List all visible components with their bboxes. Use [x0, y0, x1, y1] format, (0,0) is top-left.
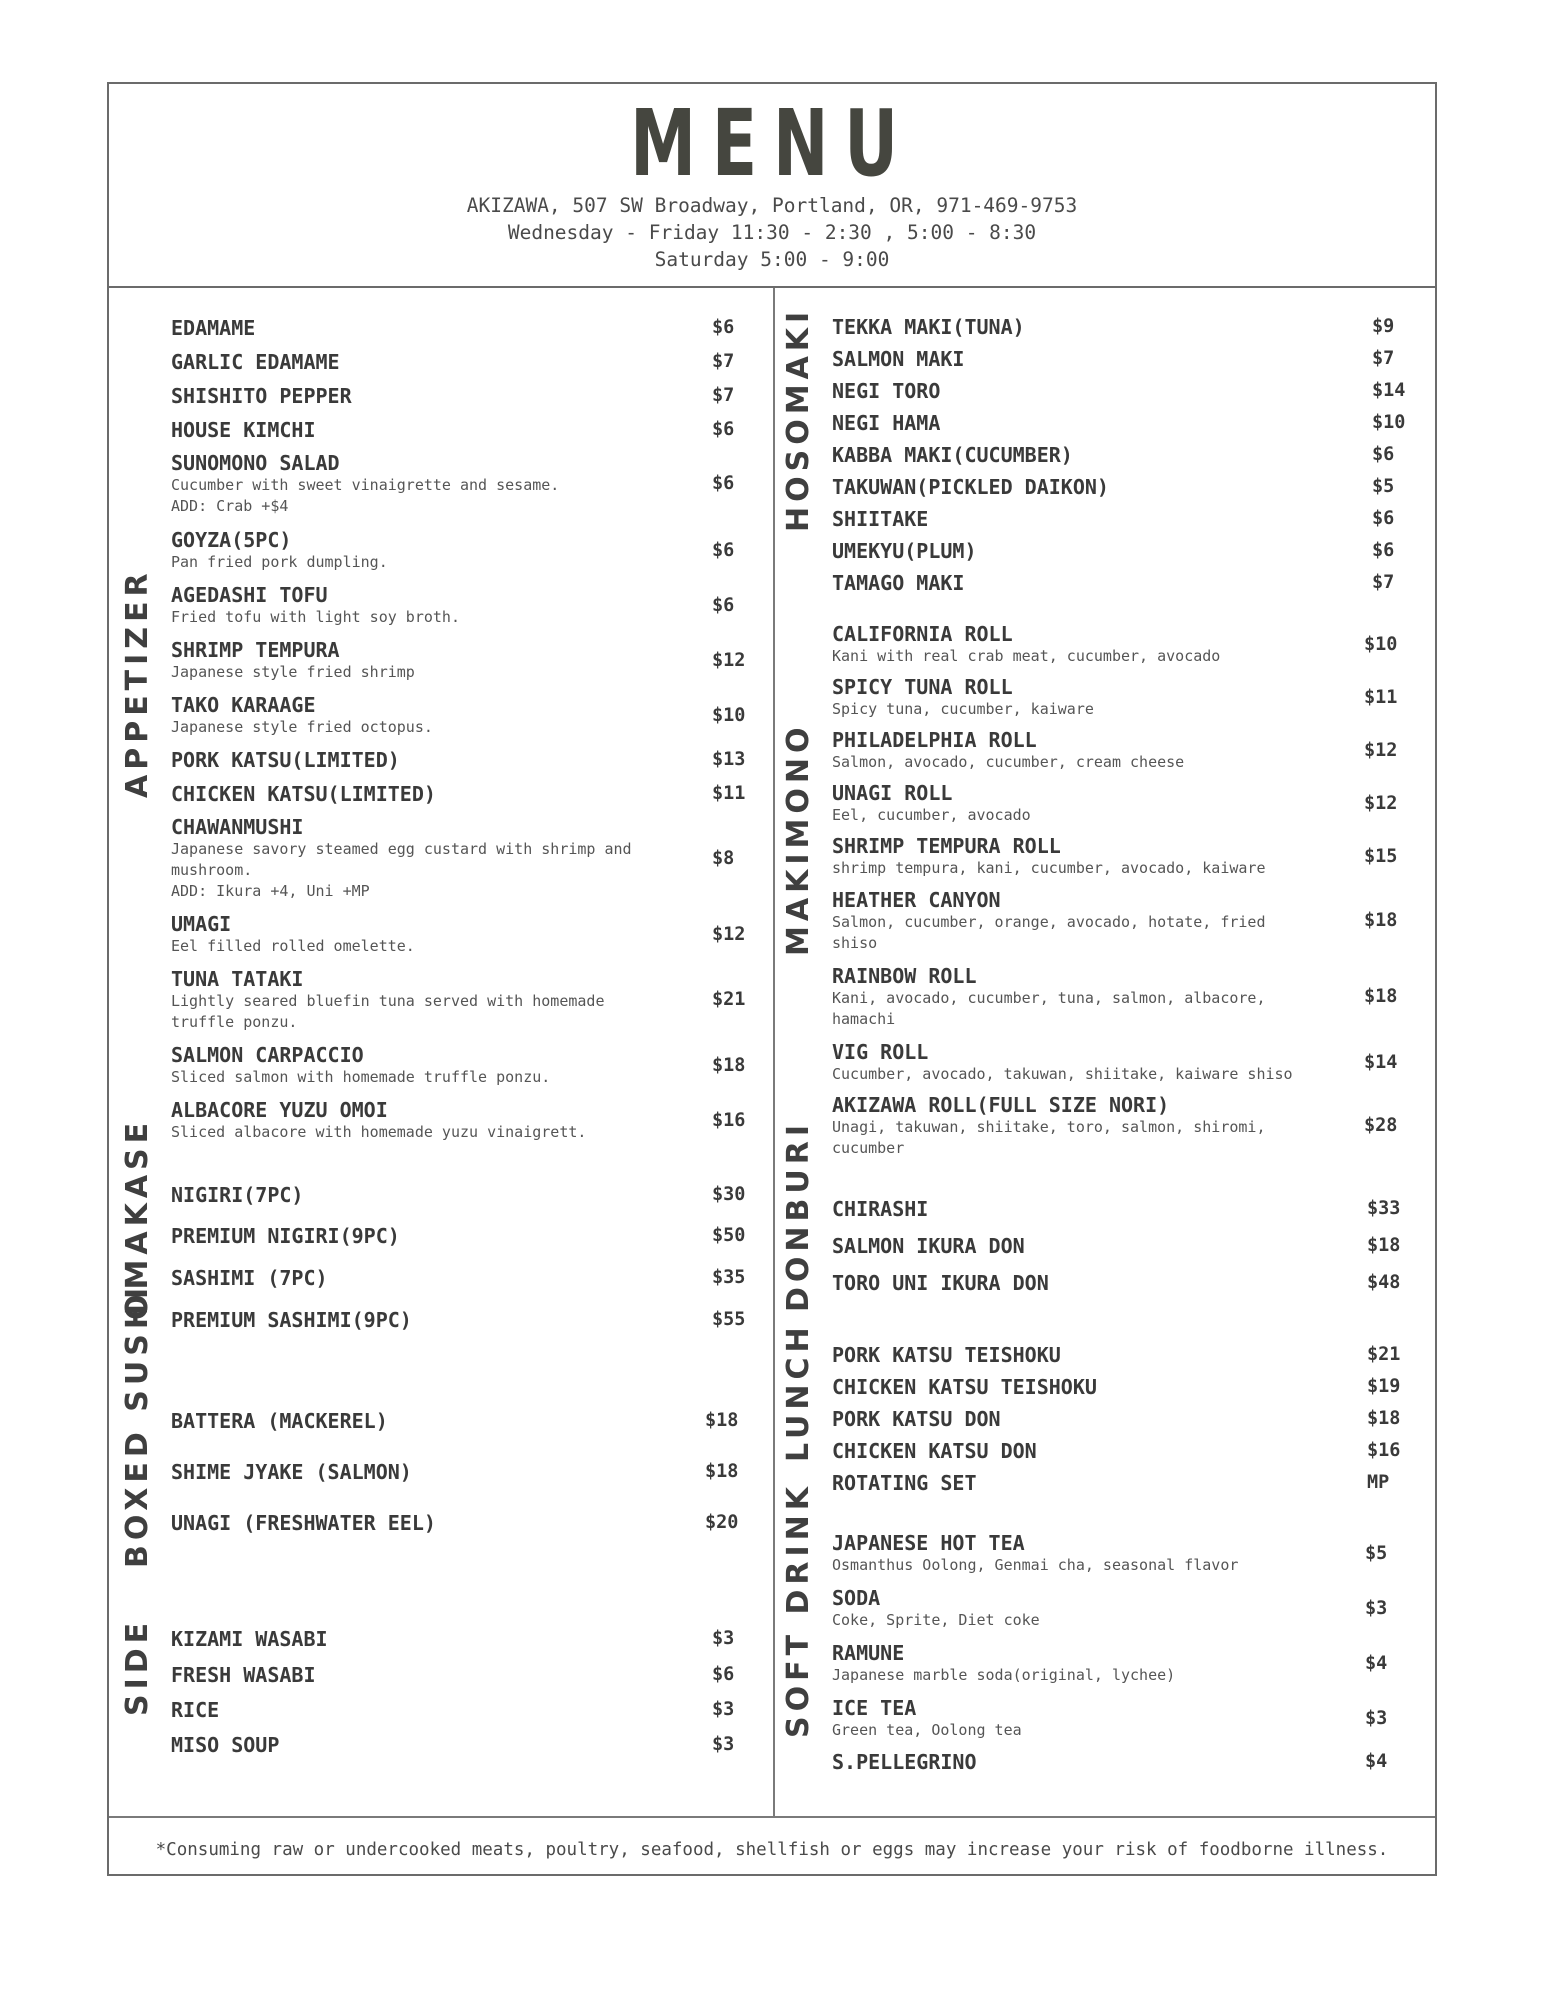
item-name: TUNA TATAKI	[171, 967, 304, 991]
item-name: VIG ROLL	[832, 1040, 929, 1064]
item-price: $12	[1364, 792, 1398, 814]
category-appetizer: APPETIZER	[120, 568, 155, 798]
item-description: Lightly seared bluefin tuna served with homemade truffle ponzu.	[171, 992, 605, 1031]
item-price: $6	[712, 1664, 735, 1685]
footer-divider	[109, 1816, 1435, 1818]
menu-item	[832, 379, 940, 403]
menu-item	[832, 781, 1031, 826]
item-price: $33	[1367, 1198, 1401, 1219]
item-price: $8	[712, 847, 735, 869]
menu-item	[832, 675, 1094, 720]
menu-item	[171, 1733, 279, 1757]
menu-item	[832, 475, 1109, 499]
menu-item	[171, 693, 433, 738]
item-description: Sliced albacore with homemade yuzu vinaigrett.	[171, 1123, 587, 1141]
item-price: $12	[712, 649, 746, 671]
menu-item	[832, 347, 964, 371]
item-name: KIZAMI WASABI	[171, 1627, 328, 1651]
menu-item	[832, 622, 1220, 667]
weekday-hours: Wednesday - Friday 11:30 - 2:30 , 5:00 - 8:30	[507, 221, 1037, 244]
item-description: shrimp tempura, kani, cucumber, avocado, kaiware	[832, 859, 1266, 877]
item-name: SALMON MAKI	[832, 347, 965, 371]
item-name: AKIZAWA ROLL(FULL SIZE NORI)	[832, 1093, 1170, 1117]
item-name: SHISHITO PEPPER	[171, 384, 352, 408]
menu-item	[171, 1460, 412, 1484]
item-name: NEGI TORO	[832, 379, 941, 403]
item-price: $12	[1364, 739, 1398, 761]
item-name: FRESH WASABI	[171, 1663, 316, 1687]
menu-item	[171, 418, 316, 442]
menu-header	[109, 84, 1435, 288]
item-name: RICE	[171, 1698, 220, 1722]
item-price: $18	[712, 1054, 746, 1076]
category-side: SIDE	[120, 1617, 155, 1716]
menu-item	[832, 315, 1025, 339]
menu-item	[171, 583, 460, 628]
item-price: $10	[1372, 412, 1406, 433]
restaurant-address: AKIZAWA, 507 SW Broadway, Portland, OR, 971-469-9753	[466, 194, 1078, 217]
item-price: $30	[712, 1184, 746, 1205]
menu-item	[171, 1409, 388, 1433]
item-name: RAMUNE	[832, 1641, 905, 1665]
item-price: MP	[1367, 1472, 1390, 1493]
item-price: $15	[1364, 845, 1398, 867]
item-price: $13	[712, 749, 746, 770]
item-name: GARLIC EDAMAME	[171, 350, 340, 374]
item-name: UNAGI (FRESHWATER EEL)	[171, 1511, 436, 1535]
item-price: $50	[712, 1225, 746, 1246]
item-price: $6	[712, 473, 735, 494]
category-soft-drink: SOFT DRINK	[781, 1481, 816, 1738]
menu-item	[171, 815, 632, 902]
item-name: HEATHER CANYON	[832, 888, 1001, 912]
item-description: Pan fried pork dumpling.	[171, 553, 388, 571]
category-makimono: MAKIMONO	[781, 722, 816, 956]
menu-item	[171, 912, 415, 957]
menu-item	[171, 1663, 316, 1687]
menu-item	[832, 1271, 1049, 1295]
item-price: $14	[1372, 380, 1406, 401]
item-price: $6	[712, 594, 735, 616]
item-name: SHRIMP TEMPURA	[171, 638, 340, 662]
item-price: $55	[712, 1309, 746, 1330]
menu-title: MENU	[630, 90, 914, 197]
item-name: SPICY TUNA ROLL	[832, 675, 1013, 699]
item-name: SHIME JYAKE (SALMON)	[171, 1460, 412, 1484]
item-price: $7	[712, 385, 735, 406]
item-name: ICE TEA	[832, 1696, 917, 1720]
item-name: TAKO KARAAGE	[171, 693, 316, 717]
item-name: ALBACORE YUZU OMOI	[171, 1098, 388, 1122]
item-price: $18	[1364, 910, 1398, 931]
menu-item	[171, 1511, 436, 1535]
item-name: PHILADELPHIA ROLL	[832, 728, 1037, 752]
menu-item	[832, 1343, 1061, 1367]
menu-item	[832, 728, 1184, 773]
item-price: $11	[712, 783, 746, 804]
item-name: CHICKEN KATSU TEISHOKU	[832, 1375, 1097, 1399]
menu-item	[171, 1698, 219, 1722]
item-description: Japanese style fried octopus.	[171, 718, 433, 736]
menu-item	[171, 384, 352, 408]
item-name: CHIRASHI	[832, 1197, 929, 1221]
item-description: Eel, cucumber, avocado	[832, 806, 1031, 824]
item-name: TORO UNI IKURA DON	[832, 1271, 1049, 1295]
item-description: Kani, avocado, cucumber, tuna, salmon, albacore, hamachi	[832, 989, 1266, 1028]
item-price: $4	[1365, 1751, 1388, 1772]
item-name: PORK KATSU TEISHOKU	[832, 1343, 1061, 1367]
menu-item	[832, 1407, 1001, 1431]
item-description: Japanese savory steamed egg custard with shrimp and mushroom. ADD: Ikura +4, Uni +MP	[171, 840, 632, 900]
item-name: MISO SOUP	[171, 1733, 280, 1757]
item-price: $6	[1372, 508, 1395, 529]
category-omakase: OMAKASE	[120, 1117, 155, 1320]
item-name: SUNOMONO SALAD	[171, 451, 340, 475]
menu-item	[832, 411, 940, 435]
item-name: NEGI HAMA	[832, 411, 941, 435]
item-name: SHRIMP TEMPURA ROLL	[832, 834, 1061, 858]
item-price: $5	[1365, 1542, 1388, 1564]
item-name: SASHIMI (7PC)	[171, 1266, 328, 1290]
item-price: $6	[1372, 540, 1395, 561]
menu-item	[832, 1040, 1293, 1085]
saturday-hours: Saturday 5:00 - 9:00	[654, 248, 890, 271]
menu-item	[832, 1093, 1265, 1159]
item-price: $6	[712, 317, 735, 338]
menu-item	[832, 1197, 928, 1221]
item-price: $6	[1372, 444, 1395, 465]
menu-item	[832, 443, 1073, 467]
item-price: $11	[1364, 686, 1398, 708]
item-price: $18	[1367, 1235, 1401, 1256]
menu-item	[171, 1183, 303, 1207]
menu-item	[171, 350, 340, 374]
item-price: $14	[1364, 1051, 1398, 1073]
item-name: PORK KATSU(LIMITED)	[171, 748, 400, 772]
menu-item	[832, 1375, 1097, 1399]
item-name: PREMIUM NIGIRI(9PC)	[171, 1224, 400, 1248]
item-name: KABBA MAKI(CUCUMBER)	[832, 443, 1073, 467]
item-price: $18	[705, 1410, 739, 1431]
item-price: $20	[705, 1512, 739, 1533]
item-price: $35	[712, 1267, 746, 1288]
item-name: SALMON CARPACCIO	[171, 1043, 364, 1067]
menu-item	[832, 1641, 1175, 1686]
item-description: Unagi, takuwan, shiitake, toro, salmon, shiromi, cucumber	[832, 1118, 1266, 1157]
menu-item	[171, 1308, 412, 1332]
item-price: $6	[712, 539, 735, 561]
item-description: Salmon, avocado, cucumber, cream cheese	[832, 753, 1185, 771]
item-description: Coke, Sprite, Diet coke	[832, 1611, 1040, 1629]
item-price: $4	[1365, 1652, 1388, 1674]
item-name: UMAGI	[171, 912, 232, 936]
item-price: $18	[1367, 1408, 1401, 1429]
item-description: Japanese marble soda(original, lychee)	[832, 1666, 1176, 1684]
item-price: $10	[1364, 633, 1398, 655]
item-price: $3	[1365, 1597, 1388, 1619]
item-name: CHAWANMUSHI	[171, 815, 304, 839]
item-price: $7	[1372, 348, 1395, 369]
menu-item	[171, 316, 255, 340]
item-price: $6	[712, 419, 735, 440]
item-description: Fried tofu with light soy broth.	[171, 608, 460, 626]
item-name: TEKKA MAKI(TUNA)	[832, 315, 1025, 339]
item-name: SALMON IKURA DON	[832, 1234, 1025, 1258]
item-description: Spicy tuna, cucumber, kaiware	[832, 700, 1094, 718]
menu-item	[832, 571, 964, 595]
item-price: $12	[712, 923, 746, 945]
item-price: $19	[1367, 1376, 1401, 1397]
item-price: $9	[1372, 316, 1395, 337]
item-description: Eel filled rolled omelette.	[171, 937, 415, 955]
menu-item	[832, 1696, 1022, 1741]
menu-item	[171, 1098, 586, 1143]
menu-item	[832, 1439, 1037, 1463]
menu-item	[171, 748, 400, 772]
menu-item	[171, 1224, 400, 1248]
column-divider	[773, 288, 775, 1816]
item-name: CALIFORNIA ROLL	[832, 622, 1013, 646]
category-hosomaki: HOSOMAKI	[781, 306, 816, 532]
item-name: UNAGI ROLL	[832, 781, 953, 805]
food-safety-disclaimer: *Consuming raw or undercooked meats, poultry, seafood, shellfish or eggs may increase your risk of foodborne illness.	[155, 1840, 1389, 1860]
menu-item	[171, 638, 415, 683]
item-price: $3	[712, 1699, 735, 1720]
item-price: $16	[712, 1109, 746, 1131]
item-name: SODA	[832, 1586, 881, 1610]
item-price: $18	[1364, 986, 1398, 1007]
item-price: $28	[1364, 1115, 1398, 1136]
item-name: EDAMAME	[171, 316, 256, 340]
item-name: CHICKEN KATSU(LIMITED)	[171, 782, 436, 806]
item-name: NIGIRI(7PC)	[171, 1183, 304, 1207]
item-price: $3	[1365, 1707, 1388, 1729]
item-name: UMEKYU(PLUM)	[832, 539, 977, 563]
category-boxed-sushi: BOXED SUSHI	[120, 1282, 155, 1568]
item-price: $48	[1367, 1272, 1401, 1293]
item-description: Kani with real crab meat, cucumber, avocado	[832, 647, 1221, 665]
item-name: PREMIUM SASHIMI(9PC)	[171, 1308, 412, 1332]
item-name: BATTERA (MACKEREL)	[171, 1409, 388, 1433]
item-price: $5	[1372, 476, 1395, 497]
menu-item	[832, 834, 1265, 879]
item-name: SHIITAKE	[832, 507, 929, 531]
menu-item	[171, 1266, 328, 1290]
menu-item	[832, 964, 1265, 1030]
menu-item	[832, 888, 1265, 954]
item-price: $7	[712, 351, 735, 372]
item-price: $21	[712, 989, 746, 1010]
item-name: JAPANESE HOT TEA	[832, 1531, 1025, 1555]
menu-item	[832, 507, 928, 531]
menu-item	[171, 528, 388, 573]
menu-item	[171, 782, 436, 806]
item-name: AGEDASHI TOFU	[171, 583, 328, 607]
item-name: PORK KATSU DON	[832, 1407, 1001, 1431]
item-price: $16	[1367, 1440, 1401, 1461]
item-name: GOYZA(5PC)	[171, 528, 292, 552]
item-name: HOUSE KIMCHI	[171, 418, 316, 442]
item-price: $3	[712, 1628, 735, 1649]
menu-item	[832, 1471, 977, 1495]
category-lunch: LUNCH	[781, 1322, 816, 1462]
menu-item	[171, 451, 559, 517]
item-price: $21	[1367, 1344, 1401, 1365]
item-name: ROTATING SET	[832, 1471, 977, 1495]
item-description: Cucumber with sweet vinaigrette and sesame. ADD: Crab +$4	[171, 476, 560, 515]
item-name: TAMAGO MAKI	[832, 571, 965, 595]
item-description: Osmanthus Oolong, Genmai cha, seasonal flavor	[832, 1556, 1239, 1574]
category-donburi: DONBURI	[781, 1119, 816, 1312]
item-description: Salmon, cucumber, orange, avocado, hotate, fried shiso	[832, 913, 1266, 952]
item-name: TAKUWAN(PICKLED DAIKON)	[832, 475, 1109, 499]
item-price: $10	[712, 704, 746, 726]
item-name: S.PELLEGRINO	[832, 1750, 977, 1774]
menu-item	[832, 1531, 1238, 1576]
menu-item	[832, 1750, 977, 1774]
menu-item	[171, 1627, 328, 1651]
item-price: $3	[712, 1734, 735, 1755]
item-description: Green tea, Oolong tea	[832, 1721, 1022, 1739]
item-description: Sliced salmon with homemade truffle ponzu.	[171, 1068, 551, 1086]
item-name: RAINBOW ROLL	[832, 964, 977, 988]
item-name: CHICKEN KATSU DON	[832, 1439, 1037, 1463]
item-description: Cucumber, avocado, takuwan, shiitake, kaiware shiso	[832, 1065, 1293, 1083]
menu-item	[171, 1043, 550, 1088]
menu-item	[832, 1234, 1025, 1258]
menu-item	[832, 539, 977, 563]
item-price: $7	[1372, 572, 1395, 593]
item-description: Japanese style fried shrimp	[171, 663, 415, 681]
menu-item	[832, 1586, 1040, 1631]
menu-item	[171, 967, 604, 1033]
item-price: $18	[705, 1461, 739, 1482]
